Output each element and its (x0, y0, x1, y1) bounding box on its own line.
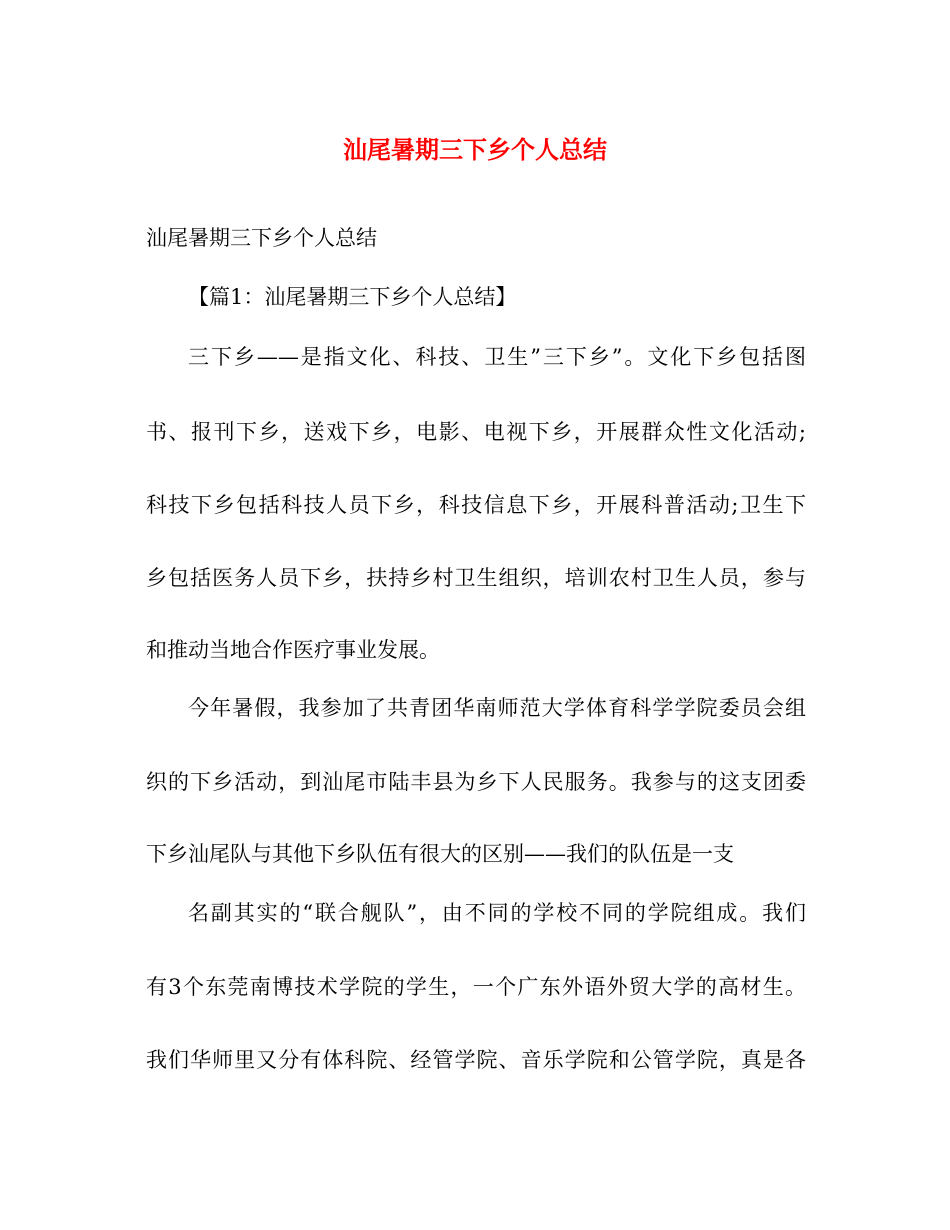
body-line-11: 我们华师里又分有体科院、经管学院、音乐学院和公管学院，真是各 (146, 1048, 806, 1072)
body-line-7: 织的下乡活动，到汕尾市陆丰县为乡下人民服务。我参与的这支团委 (146, 770, 806, 794)
body-line-5: 和推动当地合作医疗事业发展。 (146, 638, 440, 662)
body-line-4: 乡包括医务人员下乡，扶持乡村卫生组织，培训农村卫生人员，参与 (146, 566, 806, 590)
body-line-1: 三下乡——是指文化、科技、卫生”三下乡”。文化下乡包括图 (188, 345, 806, 369)
body-line-9: 名副其实的“联合舰队”，由不同的学校不同的学院组成。我们 (188, 901, 806, 925)
body-line-6: 今年暑假，我参加了共青团华南师范大学体育科学学院委员会组 (188, 696, 806, 720)
body-line-8: 下乡汕尾队与其他下乡队伍有很大的区别——我们的队伍是一支 (146, 842, 734, 866)
section-heading: 【篇1：汕尾暑期三下乡个人总结】 (188, 285, 517, 309)
body-line-3: 科技下乡包括科技人员下乡，科技信息下乡，开展科普活动;卫生下 (146, 493, 806, 517)
body-line-10: 有3个东莞南博技术学院的学生，一个广东外语外贸大学的高材生。 (146, 975, 806, 999)
body-line-2: 书、报刊下乡，送戏下乡，电影、电视下乡，开展群众性文化活动; (146, 420, 806, 444)
document-title: 汕尾暑期三下乡个人总结 (343, 135, 607, 164)
document-subtitle: 汕尾暑期三下乡个人总结 (146, 226, 377, 250)
